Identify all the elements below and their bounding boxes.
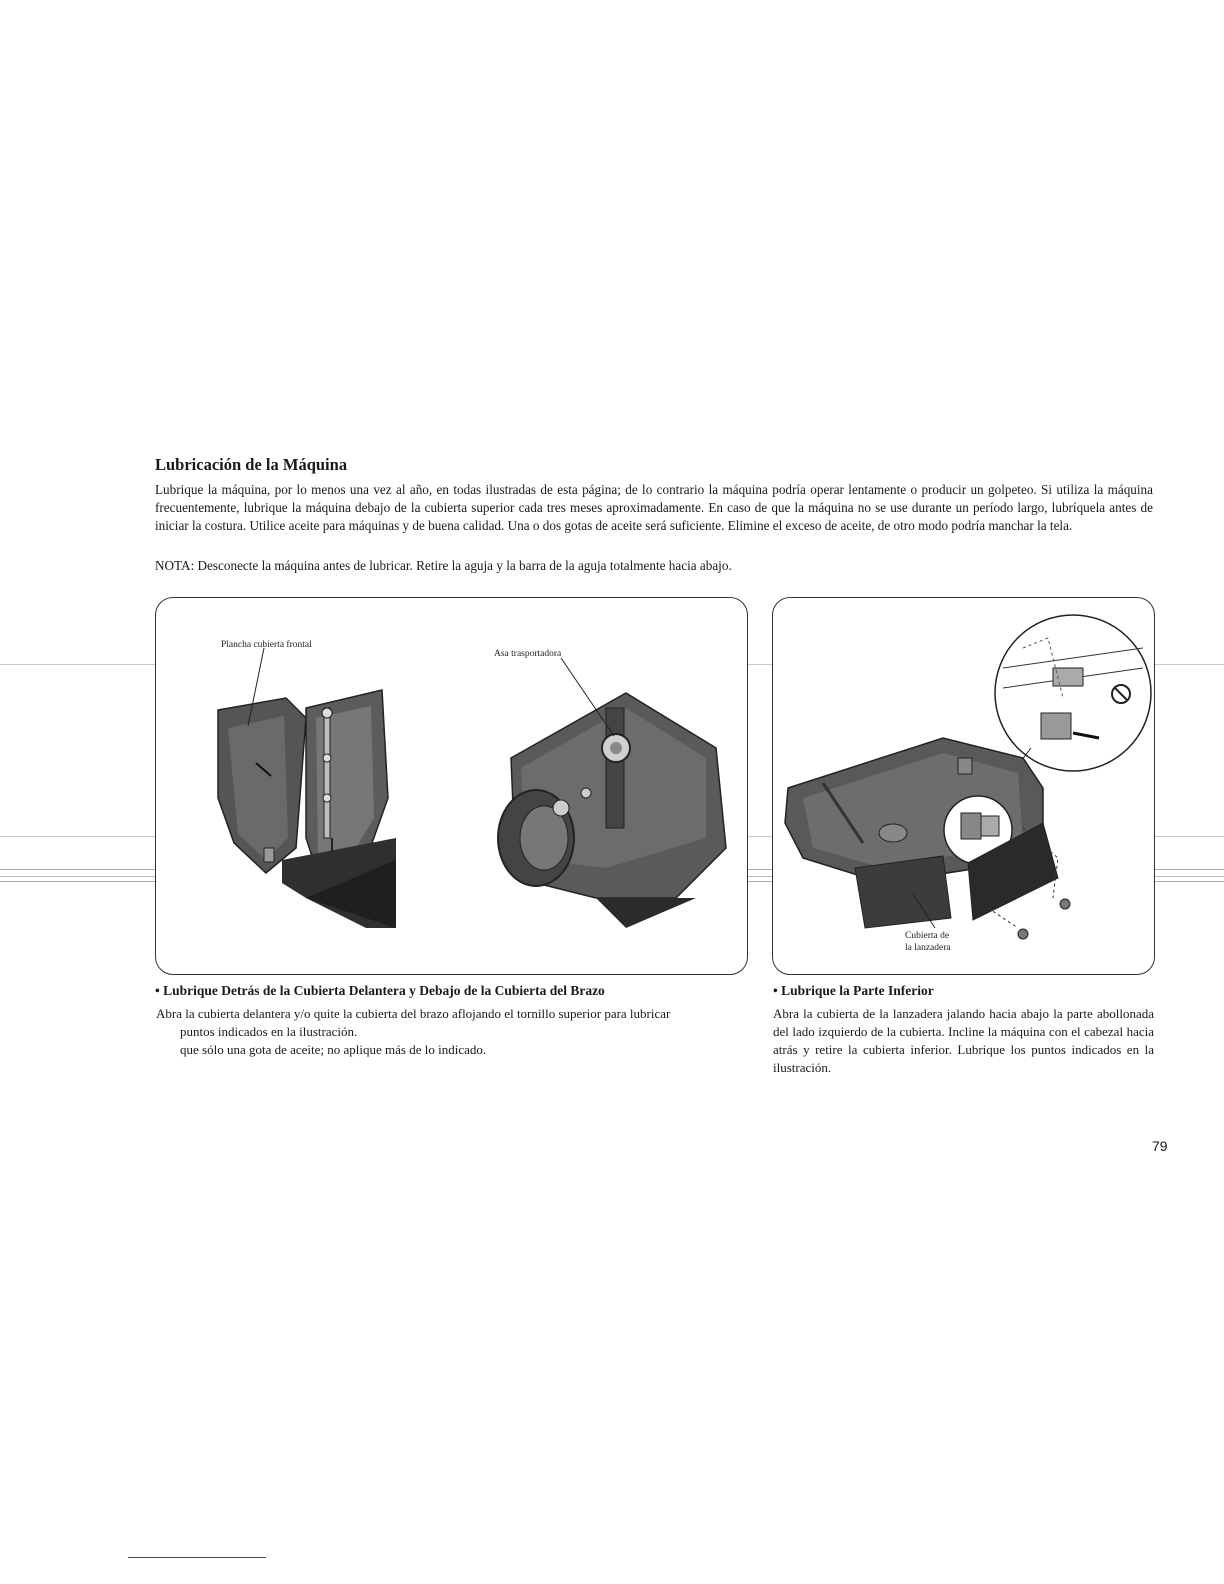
machine-head-drawing	[498, 693, 726, 928]
right-illustration	[773, 598, 1154, 974]
left-illustration-panel	[155, 597, 748, 975]
detail-magnifier	[995, 615, 1151, 771]
left-body-line2: puntos indicados en la ilustración.	[180, 1024, 358, 1039]
feed-label: Asa trasportadora	[494, 649, 562, 659]
note-text: NOTA: Desconecte la máquina antes de lubricar. Retire la aguja y la barra de la aguja totalmente hacia abajo.	[155, 558, 732, 573]
right-illustration-panel	[772, 597, 1155, 975]
intro-paragraph: Lubrique la máquina, por lo menos una vez al año, en todas ilustradas de esta página; de lo contrario la máquina podría operar lentamente o producir un golpeteo. Si utiliza la máquina frecuentemente, lubrique la máquina debajo de la cubierta superior cada tres meses aproximadamente. En caso de que la máquina no se use durante un período largo, lubríquela antes de iniciar la costura. Utilice aceite para máquinas y de buena calidad. Una o dos gotas de aceite será suficiente. Elimine el exceso de aceite, de otro modo podría manchar la tela.	[155, 482, 1153, 533]
right-section-body: Abra la cubierta de la lanzadera jalando hacia abajo la parte abollonada del lado izquierdo de la cubierta. Incline la máquina con el cabezal hacia atrás y retire la cubierta inferior. Lubrique los puntos indicados en la ilustración.	[773, 1006, 1154, 1075]
left-illustration	[156, 598, 747, 974]
front-cover-label: Plancha cubierta frontal	[221, 640, 312, 650]
footer-rule	[128, 1557, 266, 1558]
right-section-title: • Lubrique la Parte Inferior	[773, 983, 934, 998]
page-number: 79	[1152, 1138, 1168, 1154]
left-body-line3: que sólo una gota de aceite; no aplique más de lo indicado.	[180, 1042, 487, 1057]
left-body-line1: Abra la cubierta delantera y/o quite la cubierta del brazo aflojando el tornillo superior para lubricar	[156, 1006, 671, 1021]
machine-base-drawing	[785, 738, 1070, 939]
hook-cover-label-line2: la lanzadera	[905, 943, 951, 953]
page-title: Lubricación de la Máquina	[155, 455, 348, 474]
left-section-title: • Lubrique Detrás de la Cubierta Delantera y Debajo de la Cubierta del Brazo	[155, 983, 605, 998]
left-section-body	[156, 1005, 746, 1059]
front-cover-drawing	[218, 690, 396, 928]
hook-cover-label-line1: Cubierta de	[905, 931, 950, 941]
